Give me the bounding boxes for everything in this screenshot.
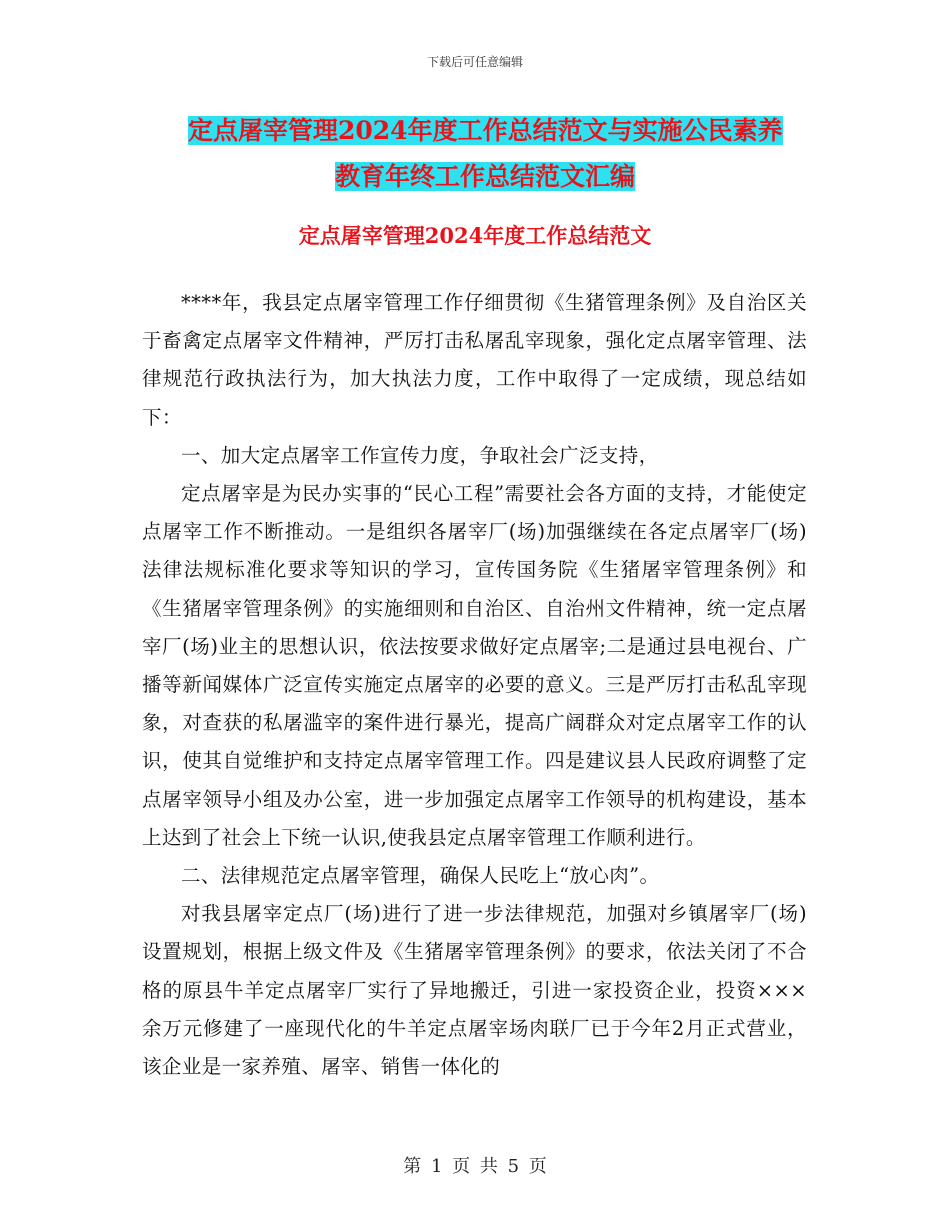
title-highlight: 定点屠宰管理2024年度工作总结范文与实施公民素养 [188,116,783,145]
body-paragraph: 二、法律规范定点屠宰管理，确保人民吃上“放心肉”。 [181,864,660,888]
section-title: 定点屠宰管理2024年度工作总结范文 [298,223,652,248]
document-title-line-2 [140,154,860,200]
body-paragraph: 对我县屠宰定点厂(场)进行了进一步法律规范，加强对乡镇屠宰厂(场)设置规划，根据上级文件及《生猪屠宰管理条例》的要求，依法关闭了不合格的原县牛羊定点屠宰厂实行了异地搬迁，引进一家投资企业，投资×××余万元修建了一座现代化的牛羊定点屠宰场肉联厂已于今年2月正式营业，该企业是一家养殖、屠宰、销售一体化的 [142,902,807,1079]
body-paragraph: 定点屠宰是为民办实事的“民心工程”需要社会各方面的支持，才能使定点屠宰工作不断推动。一是组织各屠宰厂(场)加强继续在各定点屠宰厂(场)法律法规标准化要求等知识的学习，宣传国务院《生猪屠宰管理条例》和《生猪屠宰管理条例》的实施细则和自治区、自治州文件精神，统一定点屠宰厂(场)业主的思想认识，依法按要求做好定点屠宰;二是通过县电视台、广播等新闻媒体广泛宣传实施定点屠宰的必要的意义。三是严厉打击私乱宰现象，对查获的私屠滥宰的案件进行暴光，提高广阔群众对定点屠宰工作的认识，使其自觉维护和支持定点屠宰管理工作。四是建议县人民政府调整了定点屠宰领导小组及办公室，进一步加强定点屠宰工作领导的机构建设，基本上达到了社会上下统一认识,使我县定点屠宰管理工作顺利进行。 [142,482,807,849]
page-footer: 第 1 页 共 5 页 [403,1156,547,1177]
document-title [140,108,860,200]
body-paragraph: ****年，我县定点屠宰管理工作仔细贯彻《生猪管理条例》及自治区关于畜禽定点屠宰文件精神，严厉打击私屠乱宰现象，强化定点屠宰管理、法律规范行政执法行为，加大执法力度，工作中取得了一定成绩，现总结如下： [142,291,807,429]
document-body [142,284,807,1086]
body-paragraph: 一、加大定点屠宰工作宣传力度，争取社会广泛支持， [181,443,659,467]
title-highlight: 教育年终工作总结范文汇编 [334,162,635,191]
document-title-line-1 [140,108,860,154]
page-header-note: 下载后可任意编辑 [426,55,523,69]
